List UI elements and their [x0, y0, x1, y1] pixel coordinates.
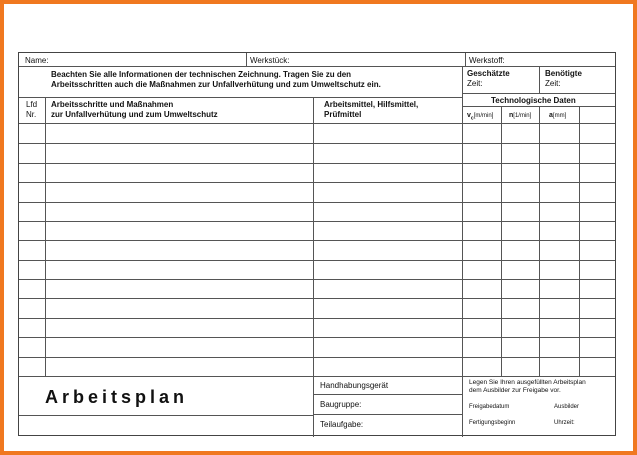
cell-step[interactable] — [46, 182, 313, 201]
cell-n[interactable] — [502, 124, 539, 143]
table-row — [19, 182, 615, 201]
row-divider — [19, 221, 615, 222]
werkstoff-label: Werkstoff: — [469, 56, 505, 65]
row-divider — [19, 143, 615, 144]
cell-lfd[interactable] — [19, 260, 45, 279]
divider — [313, 97, 314, 437]
arbeitsplan-form — [18, 52, 616, 436]
divider — [313, 414, 462, 415]
cell-n[interactable] — [502, 357, 539, 376]
divider — [539, 66, 540, 93]
cell-vc[interactable] — [463, 337, 501, 356]
table-row — [19, 318, 615, 337]
table-row — [19, 124, 615, 143]
freigabedatum-label: Freigabedatum — [469, 404, 510, 410]
table-row — [19, 260, 615, 279]
col-tools-label-line2: Prüfmittel — [324, 110, 362, 119]
cell-a[interactable] — [540, 202, 579, 221]
cell-a[interactable] — [540, 240, 579, 259]
divider — [45, 97, 46, 376]
release-notice-line2: dem Ausbilder zur Freigabe vor. — [469, 387, 561, 394]
divider — [246, 53, 247, 66]
cell-a[interactable] — [540, 337, 579, 356]
cell-lfd[interactable] — [19, 357, 45, 376]
cell-tools[interactable] — [314, 357, 462, 376]
cell-step[interactable] — [46, 337, 313, 356]
cell-a[interactable] — [540, 143, 579, 162]
release-notice-line1: Legen Sie Ihren ausgefüllten Arbeitsplan — [469, 379, 586, 386]
cell-lfd[interactable] — [19, 221, 45, 240]
uhrzeit-label: Uhrzeit: — [554, 420, 575, 426]
table-row — [19, 298, 615, 317]
row-divider — [19, 279, 615, 280]
werkstoff-field[interactable] — [511, 54, 611, 65]
cell-lfd[interactable] — [19, 143, 45, 162]
col-vc-label: $v_c[m/\min]$ — [467, 112, 494, 122]
cell-vc[interactable] — [463, 163, 501, 182]
cell-a[interactable] — [540, 182, 579, 201]
col-steps-label-line1: Arbeitsschritte und Maßnahmen — [51, 100, 174, 109]
cell-vc[interactable] — [463, 279, 501, 298]
cell-tools[interactable] — [314, 260, 462, 279]
table-row — [19, 163, 615, 182]
cell-n[interactable] — [502, 298, 539, 317]
cell-n[interactable] — [502, 240, 539, 259]
cell-n[interactable] — [502, 182, 539, 201]
row-divider — [19, 202, 615, 203]
cell-lfd[interactable] — [19, 279, 45, 298]
divider — [579, 106, 580, 376]
name-field[interactable] — [55, 54, 239, 65]
cell-lfd[interactable] — [19, 337, 45, 356]
cell-n[interactable] — [502, 318, 539, 337]
benoetigte-zeit-label: Benötigte — [545, 69, 582, 78]
cell-step[interactable] — [46, 260, 313, 279]
divider — [313, 394, 462, 395]
cell-tools[interactable] — [314, 143, 462, 162]
row-divider — [19, 357, 615, 358]
cell-a[interactable] — [540, 279, 579, 298]
handhabungsgeraet-field[interactable] — [399, 379, 459, 391]
notice-text-line2: Arbeitsschritten auch die Maßnahmen zur Unfallverhütung und zum Umweltschutz ein. — [51, 80, 381, 89]
cell-a[interactable] — [540, 260, 579, 279]
table-row — [19, 221, 615, 240]
cell-a[interactable] — [540, 221, 579, 240]
divider — [462, 66, 463, 93]
col-steps-label-line2: zur Unfallverhütung und zum Umweltschutz — [51, 110, 218, 119]
cell-n[interactable] — [502, 202, 539, 221]
geschaetzte-zeit-label: Geschätzte — [467, 69, 510, 78]
divider — [19, 97, 462, 98]
cell-tools[interactable] — [314, 182, 462, 201]
cell-vc[interactable] — [463, 298, 501, 317]
cell-vc[interactable] — [463, 202, 501, 221]
cell-tools[interactable] — [314, 163, 462, 182]
table-row — [19, 240, 615, 259]
cell-tools[interactable] — [314, 124, 462, 143]
divider — [539, 106, 540, 376]
cell-n[interactable] — [502, 163, 539, 182]
cell-tools[interactable] — [314, 240, 462, 259]
cell-tools[interactable] — [314, 202, 462, 221]
cell-vc[interactable] — [463, 124, 501, 143]
cell-tools[interactable] — [314, 337, 462, 356]
cell-lfd[interactable] — [19, 124, 45, 143]
cell-vc[interactable] — [463, 240, 501, 259]
cell-lfd[interactable] — [19, 240, 45, 259]
geschaetzte-zeit-field[interactable] — [489, 78, 533, 89]
cell-step[interactable] — [46, 124, 313, 143]
col-n-label: n[1/min] — [509, 112, 532, 119]
table-row — [19, 337, 615, 356]
divider — [19, 376, 615, 377]
teilaufgabe-label: Teilaufgabe: — [320, 420, 364, 429]
baugruppe-field[interactable] — [369, 398, 459, 410]
benoetigte-zeit-field[interactable] — [567, 78, 611, 89]
cell-a[interactable] — [540, 298, 579, 317]
geschaetzte-zeit-sublabel: Zeit: — [467, 79, 483, 88]
table-row — [19, 279, 615, 298]
cell-lfd[interactable] — [19, 202, 45, 221]
cell-a[interactable] — [540, 163, 579, 182]
cell-lfd[interactable] — [19, 318, 45, 337]
cell-vc[interactable] — [463, 221, 501, 240]
row-divider — [19, 298, 615, 299]
handhabungsgeraet-label: Handhabungsgerät — [320, 381, 389, 390]
cell-lfd[interactable] — [19, 298, 45, 317]
cell-lfd[interactable] — [19, 163, 45, 182]
col-tools-label-line1: Arbeitsmittel, Hilfsmittel, — [324, 100, 419, 109]
divider — [462, 93, 463, 437]
cell-n[interactable] — [502, 221, 539, 240]
cell-step[interactable] — [46, 298, 313, 317]
row-divider — [19, 318, 615, 319]
name-label: Name: — [25, 56, 49, 65]
cell-step[interactable] — [46, 357, 313, 376]
fertigungsbeginn-label: Fertigungsbeginn — [469, 420, 516, 426]
table-row — [19, 143, 615, 162]
row-divider — [19, 182, 615, 183]
cell-vc[interactable] — [463, 318, 501, 337]
cell-n[interactable] — [502, 260, 539, 279]
cell-step[interactable] — [46, 240, 313, 259]
cell-vc[interactable] — [463, 357, 501, 376]
row-divider — [19, 260, 615, 261]
benoetigte-zeit-sublabel: Zeit: — [545, 79, 561, 88]
baugruppe-label: Baugruppe: — [320, 400, 362, 409]
table-row — [19, 357, 615, 376]
werkstueck-label: Werkstück: — [250, 56, 290, 65]
cell-step[interactable] — [46, 202, 313, 221]
cell-a[interactable] — [540, 357, 579, 376]
cell-tools[interactable] — [314, 221, 462, 240]
cell-step[interactable] — [46, 163, 313, 182]
col-nr-label: Nr. — [26, 110, 37, 119]
divider — [19, 66, 615, 67]
divider — [462, 93, 615, 94]
divider — [465, 53, 466, 66]
cell-n[interactable] — [502, 337, 539, 356]
cell-step[interactable] — [46, 143, 313, 162]
cell-a[interactable] — [540, 318, 579, 337]
cell-step[interactable] — [46, 318, 313, 337]
cell-step[interactable] — [46, 221, 313, 240]
werkstueck-field[interactable] — [294, 54, 462, 65]
document-title: Arbeitsplan — [45, 387, 189, 407]
notice-text-line1: Beachten Sie alle Informationen der technischen Zeichnung. Tragen Sie zu den — [51, 70, 352, 79]
table-row — [19, 202, 615, 221]
ausbilder-label: Ausbilder — [554, 404, 580, 410]
row-divider — [19, 240, 615, 241]
tech-data-header: Technologische Daten — [491, 96, 576, 105]
cell-n[interactable] — [502, 279, 539, 298]
cell-tools[interactable] — [314, 318, 462, 337]
cell-vc[interactable] — [463, 182, 501, 201]
row-divider — [19, 163, 615, 164]
cell-vc[interactable] — [463, 260, 501, 279]
row-divider — [19, 337, 615, 338]
cell-tools[interactable] — [314, 279, 462, 298]
cell-step[interactable] — [46, 279, 313, 298]
cell-a[interactable] — [540, 124, 579, 143]
cell-lfd[interactable] — [19, 182, 45, 201]
divider — [501, 106, 502, 376]
cell-n[interactable] — [502, 143, 539, 162]
work-steps-table — [19, 124, 615, 376]
col-a-label: a[mm] — [549, 112, 567, 119]
cell-tools[interactable] — [314, 298, 462, 317]
cell-vc[interactable] — [463, 143, 501, 162]
teilaufgabe-field[interactable] — [371, 418, 459, 430]
divider — [19, 415, 313, 416]
worksheet-page — [4, 4, 633, 451]
col-lfd-label: Lfd — [26, 100, 38, 109]
